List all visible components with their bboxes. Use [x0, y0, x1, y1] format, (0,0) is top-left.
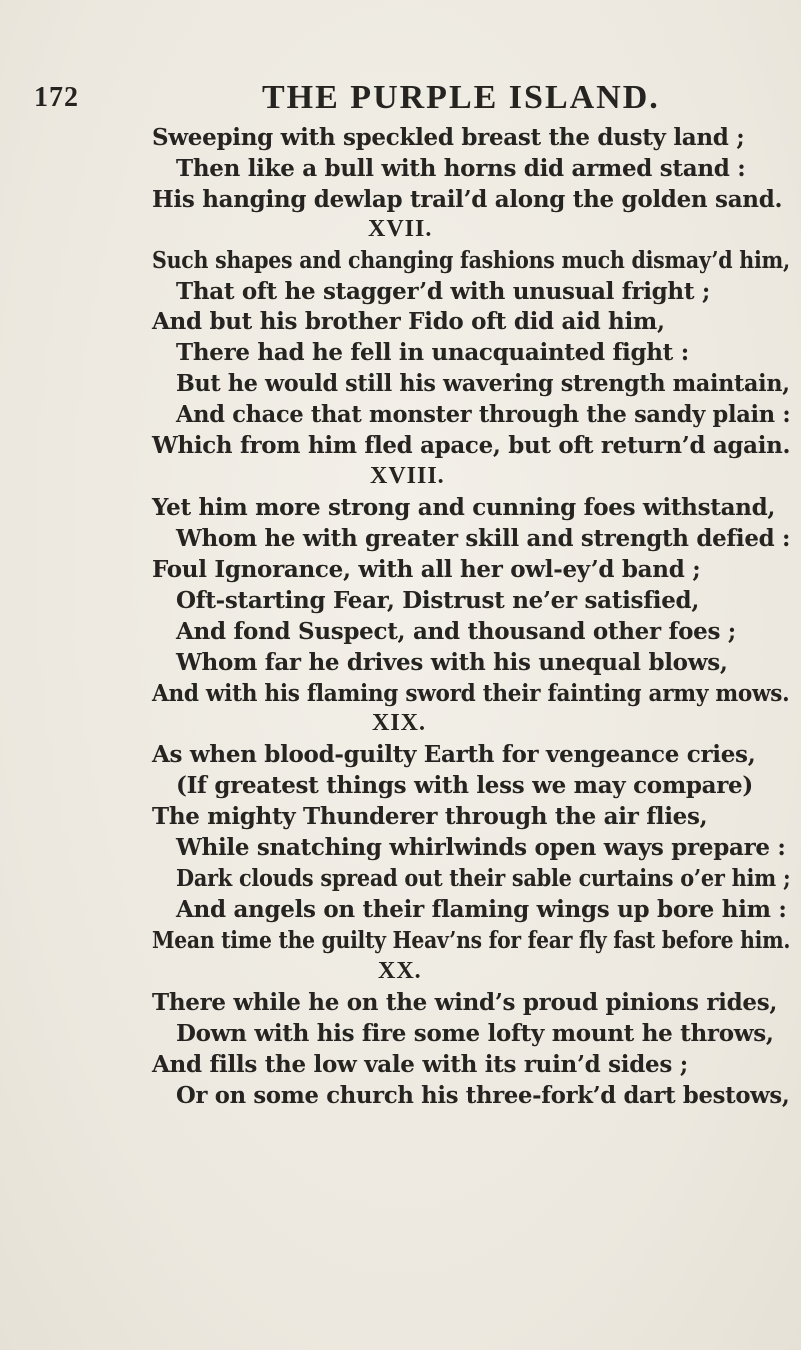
poem-line: Oft-starting Fear, Distrust ne’er satisfied,	[176, 587, 700, 614]
poem-line: Then like a bull with horns did armed stand :	[176, 155, 746, 182]
poem-line: And but his brother Fido oft did aid him,	[152, 308, 665, 335]
page-number: 172	[34, 82, 79, 113]
page-header	[0, 64, 801, 124]
poem-line: There while he on the wind’s proud pinions rides,	[152, 989, 778, 1016]
stanza-number: XVIII.	[370, 463, 445, 489]
poem-line: And with his flaming sword their fainting army mows.	[152, 680, 790, 707]
poem-line: Yet him more strong and cunning foes withstand,	[152, 494, 776, 521]
poem-line: But he would still his wavering strength maintain,	[176, 370, 790, 397]
poem-line: And fills the low vale with its ruin’d sides ;	[152, 1051, 688, 1078]
stanza-number: XVII.	[368, 216, 433, 242]
poem-line: Sweeping with speckled breast the dusty land ;	[152, 124, 745, 151]
poem-line: Which from him fled apace, but oft return’d again.	[152, 432, 791, 459]
poem-line: Foul Ignorance, with all her owl-ey’d band ;	[152, 556, 701, 583]
poem-line: As when blood-guilty Earth for vengeance cries,	[152, 741, 756, 768]
poem-line: While snatching whirlwinds open ways prepare :	[176, 834, 786, 861]
poem-line: His hanging dewlap trail’d along the golden sand.	[152, 186, 783, 213]
poem-line: Down with his fire some lofty mount he throws,	[176, 1020, 774, 1047]
poem-line: That oft he stagger’d with unusual fright ;	[176, 278, 711, 305]
stanza-number: XIX.	[372, 710, 427, 736]
poem-line: Whom far he drives with his unequal blows,	[176, 649, 728, 676]
poem-line: The mighty Thunderer through the air flies,	[152, 803, 708, 830]
poem-line: There had he fell in unacquainted fight :	[176, 339, 689, 366]
stanza-number: XX.	[378, 958, 422, 984]
poem-line: And chace that monster through the sandy plain :	[176, 401, 791, 428]
poem-line: Such shapes and changing fashions much dismay’d him,	[152, 247, 790, 274]
poem-line: And fond Suspect, and thousand other foes ;	[176, 618, 736, 645]
poem-line: Mean time the guilty Heav’ns for fear fly fast before him.	[152, 927, 791, 954]
poem-line: Or on some church his three-fork’d dart bestows,	[176, 1082, 790, 1109]
poem-line: And angels on their flaming wings up bore him :	[176, 896, 787, 923]
poem-line: Dark clouds spread out their sable curtains o’er him ;	[176, 865, 791, 892]
poem-line: (If greatest things with less we may compare)	[176, 772, 753, 799]
poem-line: Whom he with greater skill and strength defied :	[176, 525, 791, 552]
running-head-title: THE PURPLE ISLAND.	[262, 79, 660, 116]
